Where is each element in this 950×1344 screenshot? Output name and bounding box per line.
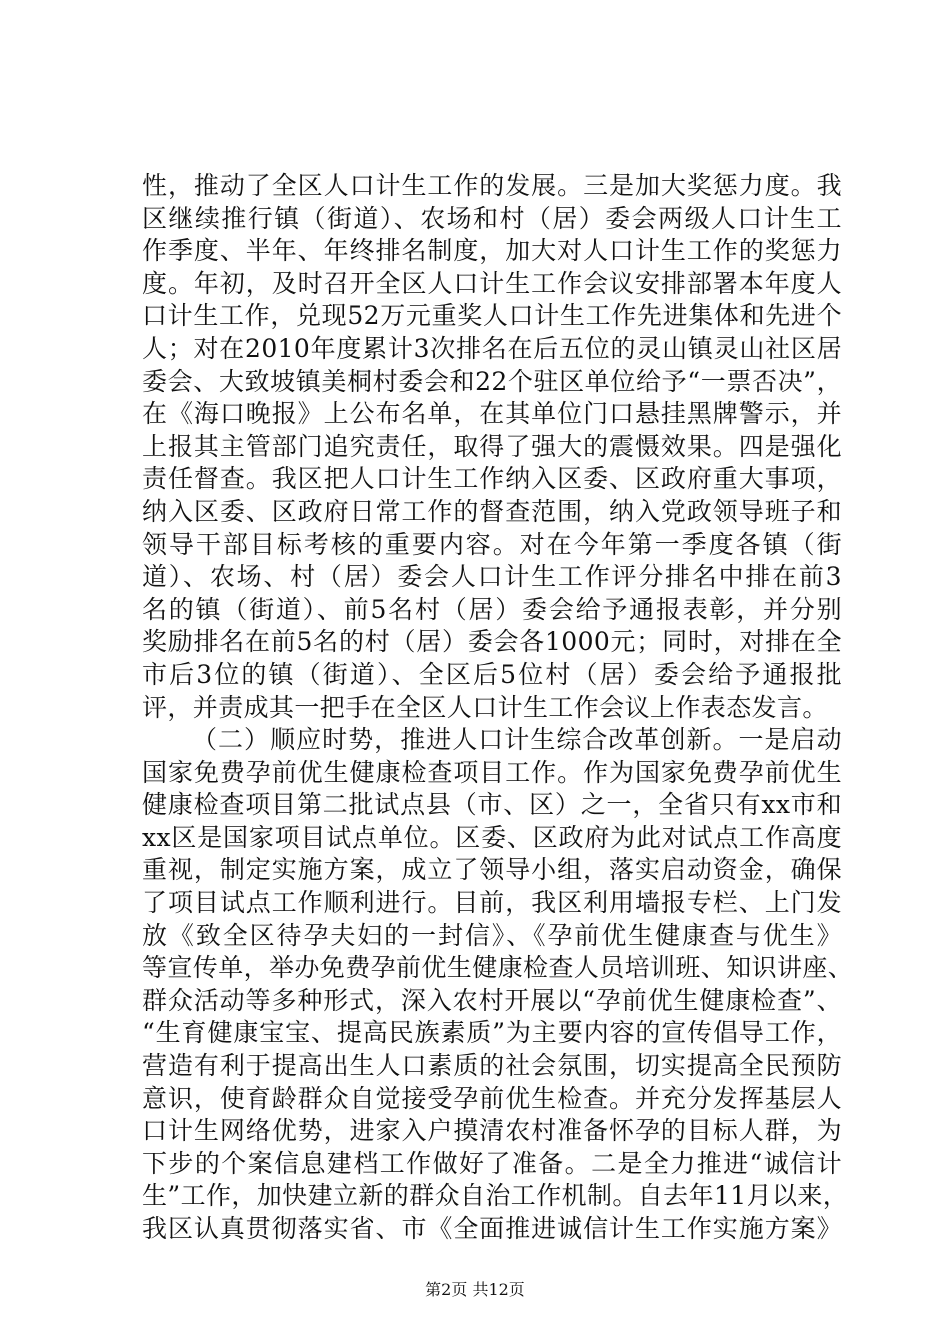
text-line: 性，推动了全区人口计生工作的发展。三是加大奖惩力度。我 bbox=[142, 171, 842, 200]
text-line: 重视，制定实施方案，成立了领导小组，落实启动资金，确保 bbox=[142, 855, 842, 885]
paragraph-end-line: 评，并责成其一把手在全区人口计生工作会议上作表态发言。 bbox=[142, 692, 828, 722]
text-line: 口计生工作，兑现52万元重奖人口计生工作先进集体和先进个 bbox=[142, 301, 842, 331]
text-line: 区继续推行镇（街道）、农场和村（居）委会两级人口计生工 bbox=[142, 203, 842, 233]
text-line: 市后3位的镇（街道）、全区后5位村（居）委会给予通报批 bbox=[142, 659, 842, 689]
text-line: 生”工作，加快建立新的群众自治工作机制。自去年11月以来， bbox=[142, 1181, 849, 1211]
text-line: 责任督查。我区把人口计生工作纳入区委、区政府重大事项， bbox=[142, 464, 842, 494]
text-line: 营造有利于提高出生人口素质的社会氛围，切实提高全民预防 bbox=[142, 1051, 842, 1081]
text-line: 等宣传单，举办免费孕前优生健康检查人员培训班、知识讲座、 bbox=[142, 953, 854, 983]
text-line: 作季度、半年、年终排名制度，加大对人口计生工作的奖惩力 bbox=[142, 236, 842, 266]
text-line: 纳入区委、区政府日常工作的督查范围，纳入党政领导班子和 bbox=[142, 496, 842, 526]
page-number-footer: 第2页 共12页 bbox=[425, 1280, 525, 1299]
text-line: 口计生网络优势，进家入户摸清农村准备怀孕的目标人群，为 bbox=[142, 1116, 842, 1146]
text-line: 名的镇（街道）、前5名村（居）委会给予通报表彰，并分别 bbox=[142, 594, 842, 624]
text-line: 群众活动等多种形式，深入农村开展以“孕前优生健康检查”、 bbox=[142, 985, 842, 1015]
text-line: 委会、大致坡镇美桐村委会和22个驻区单位给予“一票否决”， bbox=[142, 366, 842, 396]
text-line: 放《致全区待孕夫妇的一封信》、《孕前优生健康查与优生》 bbox=[142, 920, 842, 950]
text-line: “生育健康宝宝、提高民族素质”为主要内容的宣传倡导工作， bbox=[142, 1018, 842, 1048]
document-body bbox=[142, 170, 854, 1246]
text-line: 在《海口晚报》上公布名单，在其单位门口悬挂黑牌警示，并 bbox=[142, 399, 842, 429]
text-line: 了项目试点工作顺利进行。目前，我区利用墙报专栏、上门发 bbox=[142, 888, 842, 918]
text-line: 度。年初，及时召开全区人口计生工作会议安排部署本年度人 bbox=[142, 268, 842, 298]
text-line: 我区认真贯彻落实省、市《全面推进诚信计生工作实施方案》 bbox=[142, 1214, 842, 1243]
text-line: 奖励排名在前5名的村（居）委会各1000元；同时，对排在全 bbox=[142, 627, 842, 657]
text-line: 意识，使育龄群众自觉接受孕前优生检查。并充分发挥基层人 bbox=[142, 1083, 842, 1113]
text-line: 上报其主管部门追究责任，取得了强大的震慑效果。四是强化 bbox=[142, 431, 842, 461]
text-line: 道）、农场、村（居）委会人口计生工作评分排名中排在前3 bbox=[142, 562, 842, 592]
paragraph-start-line: （二）顺应时势，推进人口计生综合改革创新。一是启动 bbox=[192, 725, 842, 755]
text-line: 领导干部目标考核的重要内容。对在今年第一季度各镇（街 bbox=[142, 529, 842, 559]
text-line: 国家免费孕前优生健康检查项目工作。作为国家免费孕前优生 bbox=[142, 757, 842, 787]
text-line: xx区是国家项目试点单位。区委、区政府为此对试点工作高度 bbox=[142, 822, 842, 852]
text-line: 下步的个案信息建档工作做好了准备。二是全力推进“诚信计 bbox=[142, 1148, 842, 1178]
text-line: 健康检查项目第二批试点县（市、区）之一，全省只有xx市和 bbox=[142, 790, 842, 820]
text-line: 人；对在2010年度累计3次排名在后五位的灵山镇灵山社区居 bbox=[142, 333, 842, 363]
